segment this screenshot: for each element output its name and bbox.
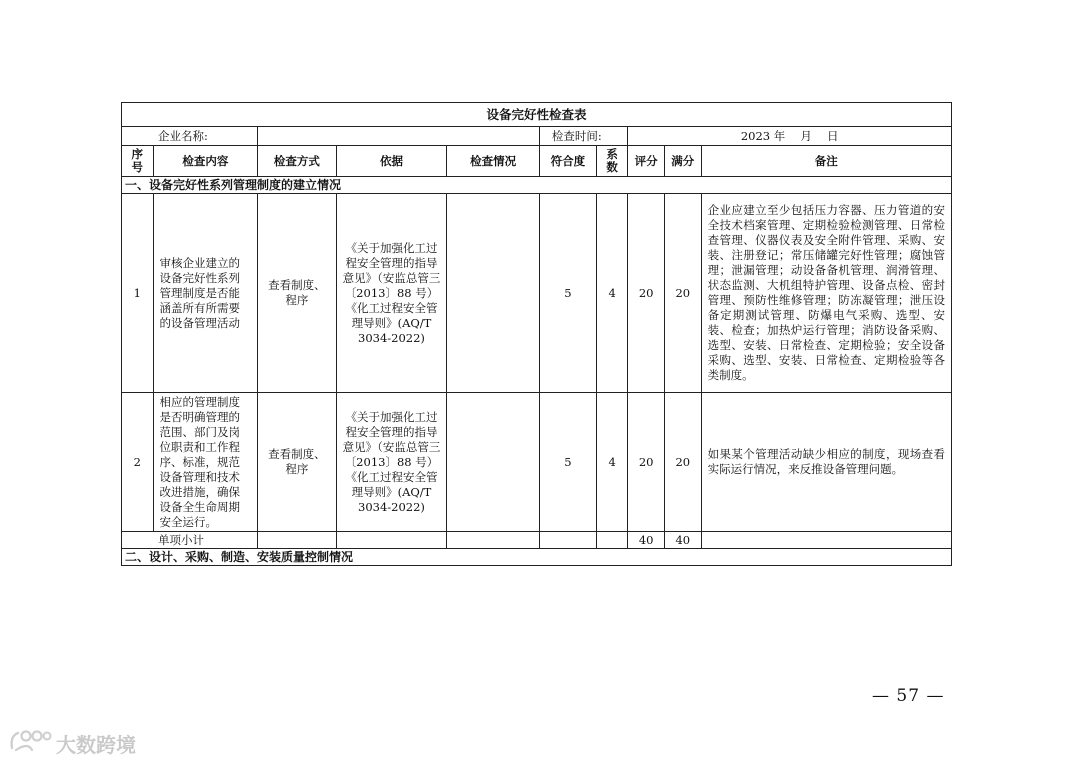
company-name-label: 企业名称: (122, 127, 258, 146)
subtotal-score: 40 (628, 532, 665, 549)
subtotal-empty-cell (539, 532, 596, 549)
watermark-text: 大数跨境 (56, 733, 136, 757)
subtotal-full: 40 (664, 532, 701, 549)
header-note: 备注 (701, 146, 951, 177)
header-score: 评分 (628, 146, 665, 177)
subtotal-empty-cell (596, 532, 628, 549)
section-1-title: 一、设备完好性系列管理制度的建立情况 (122, 177, 952, 194)
subtotal-label: 单项小计 (122, 532, 258, 549)
table-title: 设备完好性检查表 (122, 103, 952, 127)
row-compliance: 5 (539, 194, 596, 393)
page-number: — 57 — (872, 686, 945, 706)
row-status (447, 393, 540, 532)
check-time-label: 检查时间: (539, 127, 627, 146)
row-coefficient: 4 (596, 194, 628, 393)
row-full: 20 (664, 194, 701, 393)
watermark-logo-icon (8, 728, 52, 759)
equipment-integrity-checklist-table (121, 102, 952, 566)
header-row (122, 146, 952, 177)
section-2-title: 二、设计、采购、制造、安装质量控制情况 (122, 549, 952, 566)
subtotal-empty-cell (258, 532, 336, 549)
row-method: 查看制度、程序 (258, 194, 336, 393)
row-no: 1 (122, 194, 154, 393)
row-compliance: 5 (539, 393, 596, 532)
row-coefficient: 4 (596, 393, 628, 532)
header-compliance: 符合度 (539, 146, 596, 177)
table-row (122, 194, 952, 393)
header-content: 检查内容 (153, 146, 258, 177)
row-full: 20 (664, 393, 701, 532)
row-basis: 《关于加强化工过程安全管理的指导意见》（安监总管三〔2013〕88 号） 《化工过程安全管理导则》(AQ/T 3034-2022) (336, 393, 447, 532)
row-note: 企业应建立至少包括压力容器、压力管道的安全技术档案管理、定期检验检测管理、日常检查管理、仪器仪表及安全附件管理、采购、安装、注册登记；常压储罐完好性管理；腐蚀管理；泄漏管理；动设备备机管理、润滑管理、状态监测、大机组特护管理、设备点检、密封管理、预防性维修管理；防冻凝管理；泄压设备定期测试管理、防爆电气采购、选型、安装、检查；加热炉运行管理；消防设备采购、选型、安装、日常检查、定期检验；安全设备采购、选型、安装、日常检查、定期检验等各类制度。 (701, 194, 951, 393)
row-score: 20 (628, 194, 665, 393)
header-basis: 依据 (336, 146, 447, 177)
row-note: 如果某个管理活动缺少相应的制度，现场查看实际运行情况，来反推设备管理问题。 (701, 393, 951, 532)
row-method: 查看制度、程序 (258, 393, 336, 532)
row-content: 审核企业建立的设备完好性系列管理制度是否能涵盖所有所需要的设备管理活动 (153, 194, 258, 393)
header-no: 序号 (122, 146, 154, 177)
header-full: 满分 (664, 146, 701, 177)
header-method: 检查方式 (258, 146, 336, 177)
watermark (8, 728, 136, 759)
row-basis: 《关于加强化工过程安全管理的指导意见》（安监总管三〔2013〕88 号） 《化工过程安全管理导则》(AQ/T 3034-2022) (336, 194, 447, 393)
row-content: 相应的管理制度是否明确管理的范围、部门及岗位职责和工作程序、标准，规范设备管理和技术改进措施，确保设备全生命周期安全运行。 (153, 393, 258, 532)
check-date-value: 2023 年 月 日 (628, 127, 952, 146)
header-status: 检查情况 (447, 146, 540, 177)
subtotal-empty-cell (701, 532, 951, 549)
table-row (122, 393, 952, 532)
subtotal-row (122, 532, 952, 549)
subtotal-empty-cell (447, 532, 540, 549)
subtotal-empty-cell (336, 532, 447, 549)
row-no: 2 (122, 393, 154, 532)
row-score: 20 (628, 393, 665, 532)
header-coefficient: 系数 (596, 146, 628, 177)
row-status (447, 194, 540, 393)
company-name-value (258, 127, 540, 146)
